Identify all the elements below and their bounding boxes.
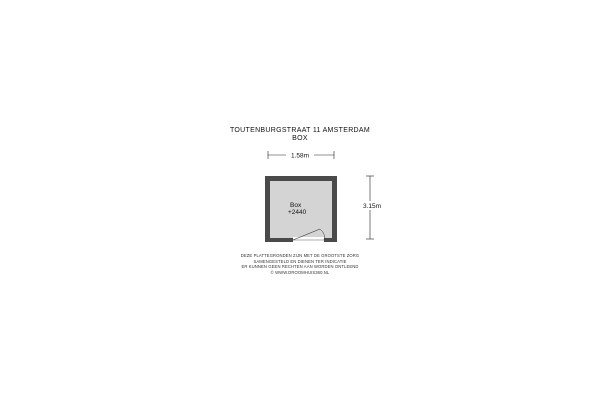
disclaimer-line: ER KUNNEN GEEN RECHTEN AAN WORDEN ONTLEEND [241, 264, 359, 270]
height-dimension [358, 176, 386, 239]
disclaimer-line: SAMENGESTELD EN DIENEN TER INDICATIE [253, 258, 347, 264]
address-title: TOUTENBURGSTRAAT 11 AMSTERDAM [229, 127, 371, 134]
disclaimer-line: © WWW.DROOMHUIS360.NL [270, 269, 330, 275]
width-label: 1.58m [290, 152, 310, 160]
room-title: BOX [292, 135, 308, 142]
room-height-label: +2440 [288, 209, 307, 216]
width-dimension [268, 151, 334, 160]
room-name-label: Box [290, 202, 302, 209]
height-label: 3.15m [362, 203, 382, 210]
disclaimer-line: DEZE PLATTEGRONDEN ZIJN MET DE GROOTSTE ZORG [240, 253, 360, 258]
disclaimer [200, 253, 400, 275]
